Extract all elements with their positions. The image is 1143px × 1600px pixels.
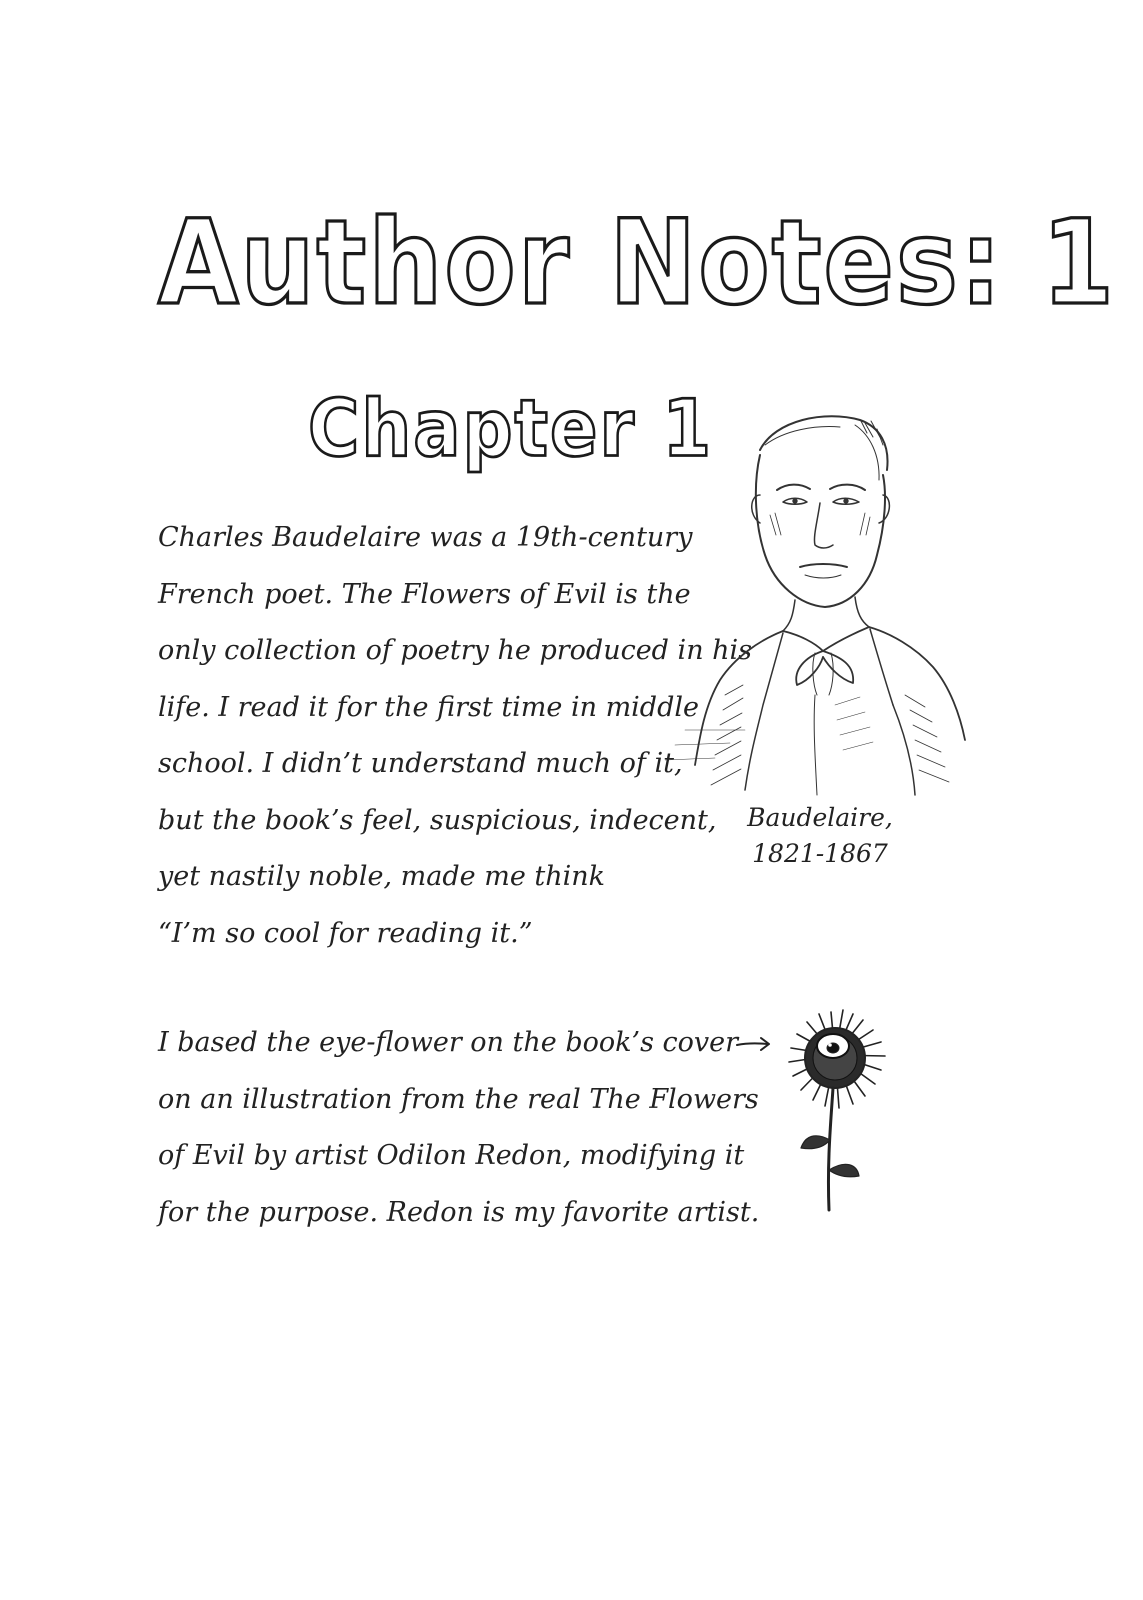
arrow-right-icon — [737, 1038, 769, 1050]
paragraph-line: for the purpose. Redon is my favorite artist. — [158, 1196, 760, 1228]
paragraph-line: of Evil by artist Odilon Redon, modifying it — [158, 1140, 745, 1171]
baudelaire-portrait-icon — [665, 395, 970, 800]
portrait-caption — [740, 800, 900, 872]
chapter-title: Chapter 1 — [308, 382, 714, 475]
paragraph-line: French poet. The Flowers of Evil is the — [158, 578, 691, 610]
paragraph-line: life. I read it for the first time in middle — [158, 691, 699, 723]
paragraph-line: “I’m so cool for reading it.” — [158, 917, 533, 949]
eye-flower-paragraph — [158, 1015, 760, 1241]
caption-name: Baudelaire, — [747, 803, 893, 832]
paragraph-line: but the book’s feel, suspicious, indecent, — [158, 804, 717, 836]
paragraph-line: Charles Baudelaire was a 19th-century — [158, 522, 693, 553]
baudelaire-paragraph — [158, 510, 753, 962]
paragraph-line: only collection of poetry he produced in his — [158, 635, 753, 666]
caption-dates: 1821-1867 — [752, 839, 888, 868]
paragraph-line: I based the eye-flower on the book’s cover — [158, 1027, 739, 1058]
eye-flower-icon — [735, 1000, 910, 1225]
paragraph-line: on an illustration from the real The Flowers — [158, 1083, 759, 1115]
page-title: Author Notes: 1 — [158, 194, 1117, 332]
paragraph-line: yet nastily noble, made me think — [158, 861, 606, 892]
paragraph-line: school. I didn’t understand much of it, — [158, 748, 683, 779]
